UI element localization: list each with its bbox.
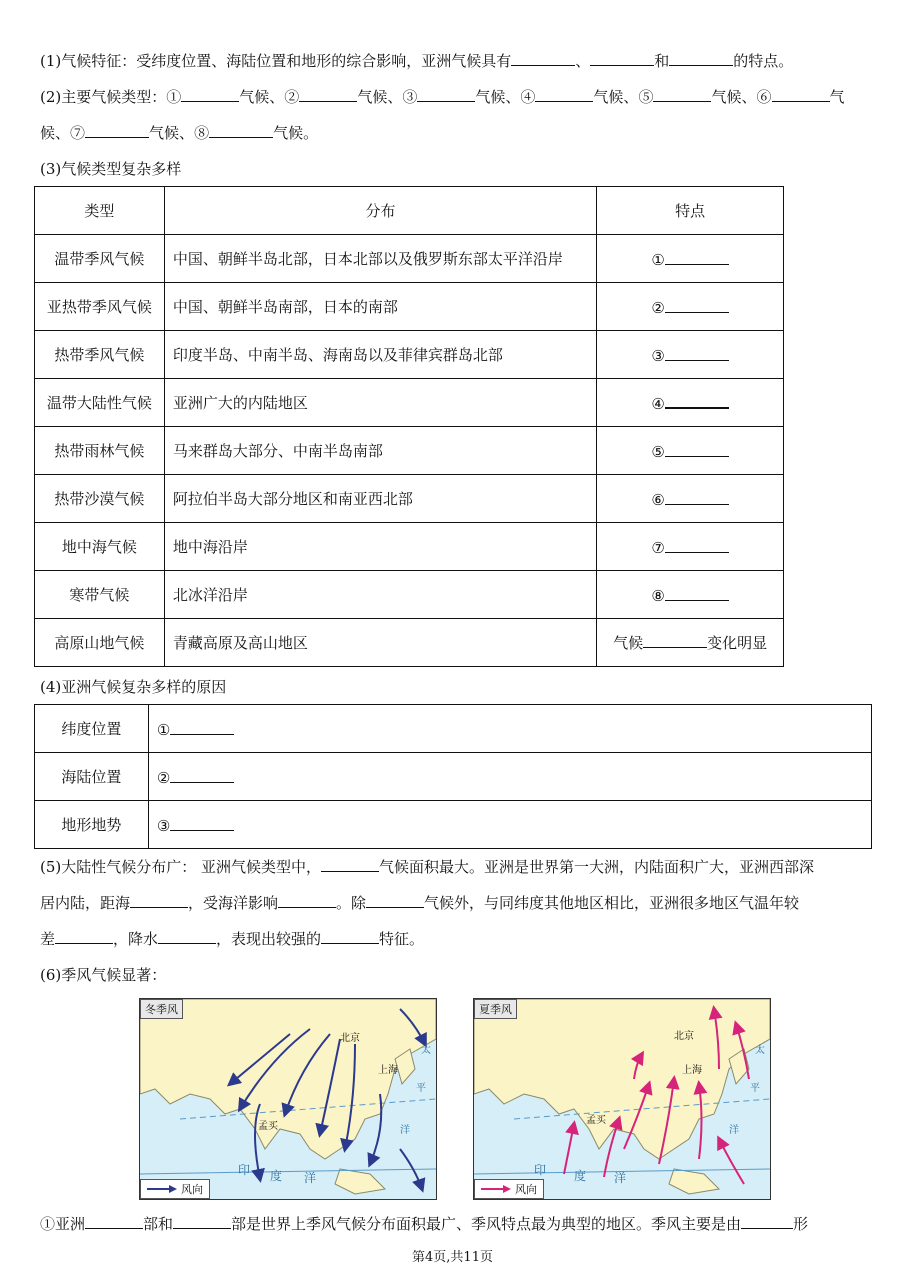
summer-monsoon-map [473,998,771,1200]
label-beijing: 北京 [674,1031,694,1042]
label-ocean-3: 洋 [400,1125,410,1136]
q5-line3: 差 ，降水 ，表现出较强的 特征。 [40,930,425,948]
land [474,999,770,1159]
table-row: 热带沙漠气候 阿拉伯半岛大部分地区和南亚西北部 ⑥ [35,475,784,523]
land-island [335,1169,385,1194]
table-row: 高原山地气候 青藏高原及高山地区 气候 变化明显 [35,619,784,667]
blank[interactable] [665,489,729,505]
q3-title: (3)气候类型复杂多样 [40,160,182,178]
reasons-table [34,704,872,849]
label-indian-3: 洋 [614,1171,627,1185]
label-indian-2: 度 [574,1169,587,1183]
blank[interactable] [665,297,729,313]
table-row: 地形地势 ③ [35,801,872,849]
label-indian-1: 印 [238,1163,251,1177]
map-legend: 风向 [140,1179,210,1199]
blank[interactable] [321,928,379,944]
equator-line [140,1169,436,1174]
blank[interactable] [170,815,234,831]
q6-1-line: ①亚洲 部和 部是世界上季风气候分布面积最广、季风特点最为典型的地区。季风主要是由 形 [40,1215,809,1233]
blank[interactable] [665,392,729,409]
climate-types-table [34,186,784,667]
blank[interactable] [665,249,729,265]
page-footer: 第4页,共11页 [412,1250,493,1265]
label-ocean-1: 太 [421,1045,431,1056]
blank[interactable] [278,892,336,908]
blank[interactable] [772,86,830,102]
table-row: 温带季风气候 中国、朝鲜半岛北部，日本北部以及俄罗斯东部太平洋沿岸 ① [35,235,784,283]
blank[interactable] [173,1213,231,1229]
arrow-icon [481,1184,511,1194]
blank[interactable] [130,892,188,908]
label-mumbai: 孟买 [586,1115,606,1126]
blank[interactable] [669,50,733,66]
q2-line2: 候、⑦ 气候、⑧ 气候。 [40,124,319,142]
table-header-row: 类型 分布 特点 [35,187,784,235]
blank[interactable] [85,1213,143,1229]
table-row: 地中海气候 地中海沿岸 ⑦ [35,523,784,571]
table-row: 海陆位置 ② [35,753,872,801]
table-row: 亚热带季风气候 中国、朝鲜半岛南部，日本的南部 ② [35,283,784,331]
map-title-tag: 夏季风 [474,999,517,1019]
wind-arrow [699,1084,702,1159]
blank[interactable] [665,345,729,361]
label-ocean-2: 平 [750,1083,760,1094]
q1-line: (1)气候特征：受纬度位置、海陆位置和地形的综合影响，亚洲气候具有 、 和 的特点。 [40,52,794,70]
table-row: 纬度位置 ① [35,705,872,753]
blank[interactable] [158,928,216,944]
label-beijing: 北京 [340,1033,360,1044]
blank[interactable] [665,537,729,553]
blank[interactable] [299,86,357,102]
table-row: 热带雨林气候 马来群岛大部分、中南半岛南部 ⑤ [35,427,784,475]
land [140,999,436,1159]
blank[interactable] [321,856,379,872]
blank[interactable] [590,50,654,66]
blank[interactable] [209,122,273,138]
label-indian-2: 度 [270,1169,283,1183]
blank[interactable] [643,632,707,648]
table-row: 热带季风气候 印度半岛、中南半岛、海南岛以及菲律宾群岛北部 ③ [35,331,784,379]
q5-line2: 居内陆，距海 ，受海洋影响 。除 气候外，与同纬度其他地区相比，亚洲很多地区气温年较 [40,894,800,912]
label-indian-3: 洋 [304,1171,317,1185]
map-title-tag: 冬季风 [140,999,183,1019]
q2-line1: (2)主要气候类型：① 气候、② 气候、③ 气候、④ 气候、⑤ 气候、⑥ 气 [40,88,845,106]
q6-title: (6)季风气候显著： [40,966,167,984]
blank[interactable] [665,441,729,457]
blank[interactable] [170,719,234,735]
blank[interactable] [170,767,234,783]
blank[interactable] [511,50,575,66]
blank[interactable] [653,86,711,102]
blank[interactable] [535,86,593,102]
label-mumbai: 孟买 [258,1121,278,1132]
blank[interactable] [85,122,149,138]
label-shanghai: 上海 [378,1065,398,1076]
blank[interactable] [181,86,239,102]
label-ocean-1: 太 [755,1045,765,1056]
arrow-icon [147,1184,177,1194]
winter-monsoon-map [139,998,437,1200]
table-row: 温带大陆性气候 亚洲广大的内陆地区 ④ [35,379,784,427]
blank[interactable] [55,928,113,944]
land-island [669,1169,719,1194]
q4-title: (4)亚洲气候复杂多样的原因 [40,678,227,696]
blank[interactable] [417,86,475,102]
blank[interactable] [665,585,729,601]
winter-map-graphic [140,999,436,1199]
wind-arrow [564,1124,574,1174]
label-indian-1: 印 [534,1163,547,1177]
blank[interactable] [366,892,424,908]
map-legend: 风向 [474,1179,544,1199]
wind-arrow [719,1139,744,1184]
label-ocean-3: 洋 [729,1125,739,1136]
label-shanghai: 上海 [682,1065,702,1076]
q5-line1: (5)大陆性气候分布广： 亚洲气候类型中， 气候面积最大。亚洲是世界第一大洲，内陆面积广大，亚洲西部深 [40,858,815,876]
label-ocean-2: 平 [416,1083,426,1094]
table-row: 寒带气候 北冰洋沿岸 ⑧ [35,571,784,619]
blank[interactable] [741,1213,793,1229]
